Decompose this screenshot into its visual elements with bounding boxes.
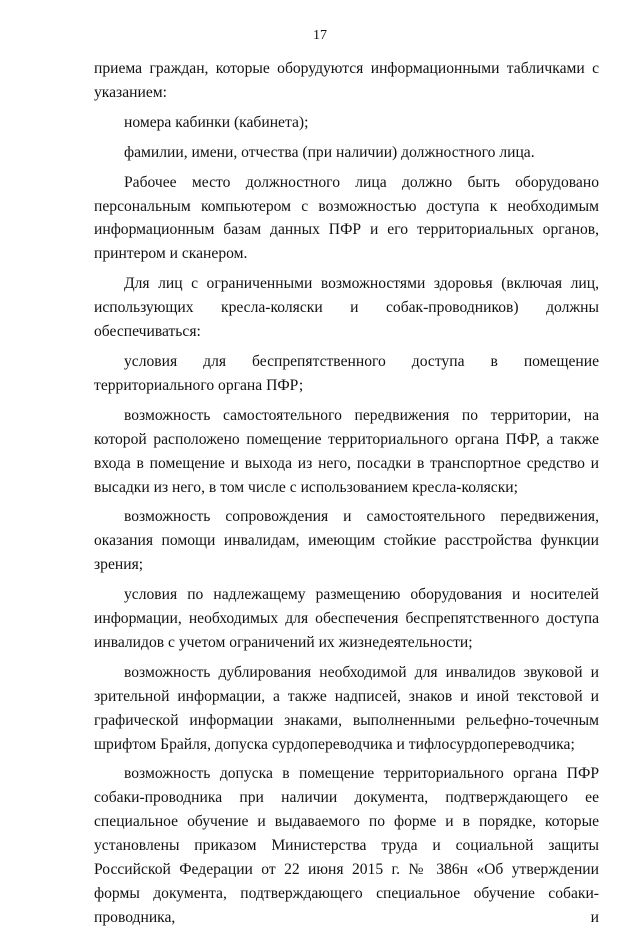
list-item-information-duplication: возможность дублирования необходимой для инвалидов звуковой и зрительной информации, а также надписей, знаков и иной текстовой и графической информации знаками, выполненными рельефно-точечным шрифтом Брайля, допуска сурдопереводчика и тифлосурдопереводчика;	[94, 663, 599, 753]
paragraph-workplace-equipment: Рабочее место должностного лица должно быть оборудовано персональным компьютером с возможностью доступа к необходимым информационным базам данных ПФР и его территориальных органов, принтером и сканером.	[94, 173, 599, 263]
paragraph-disability-provisions: Для лиц с ограниченными возможностями здоровья (включая лиц, использующих кресла-коляски и собак-проводников) должны обеспечиваться:	[94, 275, 599, 341]
list-item-guide-dog-access: возможность допуска в помещение территориального органа ПФР собаки-проводника при наличии документа, подтверждающего ее специальное обучение и выдаваемого по форме и в порядке, которые установлены приказом Министерства труда и социальной защиты Российской Федерации от 22 июня 2015 г. № 386н «Об утверждении формы документа, подтверждающего специальное обучение собаки-проводника, и	[94, 765, 599, 926]
list-item-official-name: фамилии, имени, отчества (при наличии) должностного лица.	[124, 143, 535, 161]
list-item-escort-assistance: возможность сопровождения и самостоятельного передвижения, оказания помощи инвалидам, имеющим стойкие расстройства функции зрения;	[94, 508, 599, 574]
paragraph-continuation: приема граждан, которые оборудуются информационными табличками с указанием:	[94, 60, 599, 101]
list-item-equipment-placement: условия по надлежащему размещению оборудования и носителей информации, необходимых для обеспечения беспрепятственного доступа инвалидов с учетом ограничений их жизнедеятельности;	[94, 586, 599, 651]
page-number: 17	[313, 28, 327, 43]
list-item-access-conditions: условия для беспрепятственного доступа в помещение территориального органа ПФР;	[94, 352, 599, 394]
list-item-independent-movement: возможность самостоятельного передвижения по территории, на которой расположено помещение территориального органа ПФР, а также входа в помещение и выхода из него, посадки в транспортное средство и высадки из него, в том числе с использованием кресла-коляски;	[94, 406, 599, 496]
list-item-booth-number: номера кабинки (кабинета);	[124, 113, 309, 131]
document-body	[94, 57, 599, 930]
